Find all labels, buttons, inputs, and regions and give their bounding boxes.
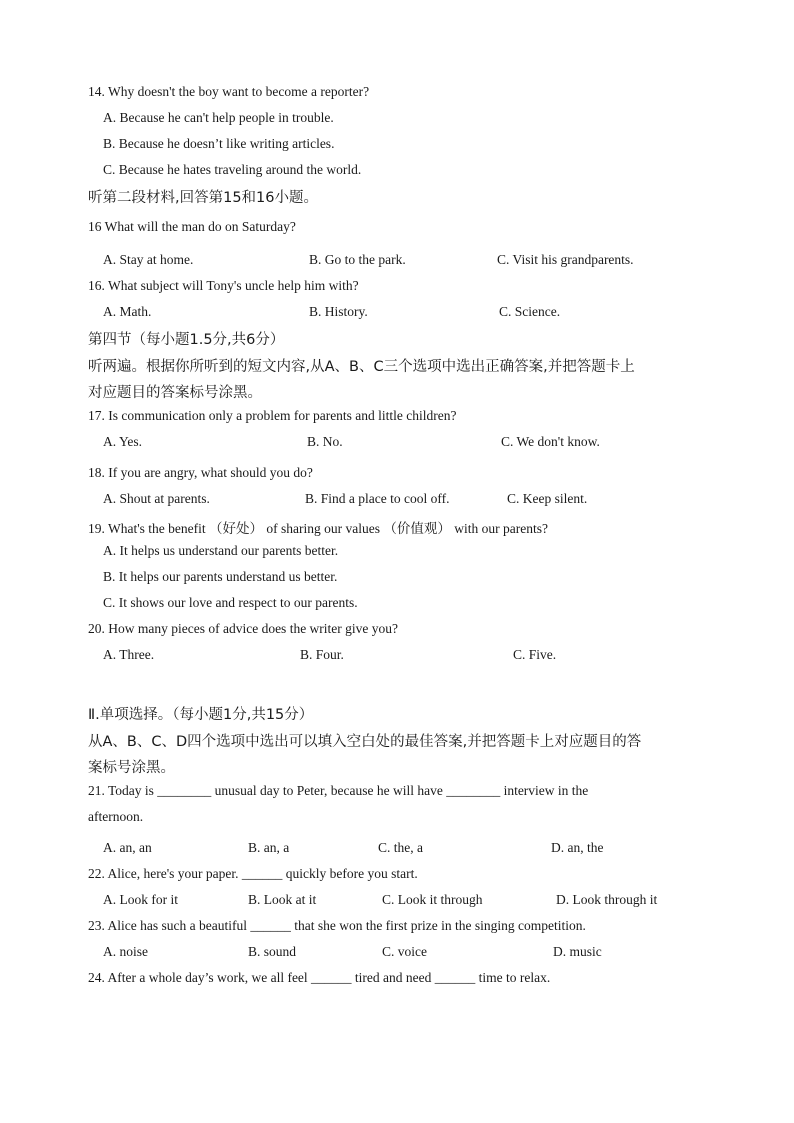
question-23-option-c: C. voice <box>382 944 427 959</box>
question-14-option-b: B. Because he doesn’t like writing articles. <box>103 136 335 151</box>
question-19-option-a: A. It helps us understand our parents better. <box>103 543 339 558</box>
question-16-option-b: B. History. <box>309 304 368 319</box>
question-22-option-b: B. Look at it <box>248 892 317 907</box>
question-21-option-a: A. an, an <box>103 840 152 855</box>
part-4-heading: 第四节（每小题1.5分,共6分） <box>88 332 285 348</box>
question-21-stem-line-2: afternoon. <box>88 809 144 824</box>
question-23-option-a: A. noise <box>103 944 148 959</box>
question-15-option-b: B. Go to the park. <box>309 252 406 267</box>
question-14-option-a: A. Because he can't help people in trouble. <box>103 110 334 125</box>
part-2-heading: Ⅱ.单项选择。（每小题1分,共15分） <box>88 707 314 723</box>
question-23-stem: 23. Alice has such a beautiful ______ that she won the first prize in the singing competition. <box>88 918 586 933</box>
question-21-option-c: C. the, a <box>378 840 423 855</box>
question-23-option-b: B. sound <box>248 944 297 959</box>
question-14-option-c: C. Because he hates traveling around the world. <box>103 162 362 177</box>
question-22-option-a: A. Look for it <box>103 892 178 907</box>
question-16-option-a: A. Math. <box>103 304 152 319</box>
question-21-option-d: D. an, the <box>551 840 604 855</box>
question-17-option-c: C. We don't know. <box>501 434 600 449</box>
question-20-option-c: C. Five. <box>513 647 557 662</box>
section-2-instruction: 听第二段材料,回答第15和16小题。 <box>88 190 319 206</box>
question-22-stem: 22. Alice, here's your paper. ______ quickly before you start. <box>88 866 418 881</box>
question-19-option-c: C. It shows our love and respect to our parents. <box>103 595 358 610</box>
question-20-option-a: A. Three. <box>103 647 155 662</box>
question-15-option-c: C. Visit his grandparents. <box>497 252 634 267</box>
question-19-option-b: B. It helps our parents understand us better. <box>103 569 338 584</box>
part-4-instruction-line-1: 听两遍。根据你所听到的短文内容,从A、B、C三个选项中选出正确答案,并把答题卡上 <box>88 359 635 375</box>
question-18-option-b: B. Find a place to cool off. <box>305 491 450 506</box>
question-18-option-a: A. Shout at parents. <box>103 491 210 506</box>
question-23-option-d: D. music <box>553 944 602 959</box>
question-17-stem: 17. Is communication only a problem for parents and little children? <box>88 408 457 423</box>
question-18-option-c: C. Keep silent. <box>507 491 588 506</box>
question-24-stem: 24. After a whole day’s work, we all feel ______ tired and need ______ time to relax. <box>88 970 551 985</box>
question-22-option-c: C. Look it through <box>382 892 483 907</box>
question-17-option-a: A. Yes. <box>103 434 143 449</box>
part-2-instruction-line-2: 案标号涂黑。 <box>88 760 175 776</box>
question-20-option-b: B. Four. <box>300 647 344 662</box>
part-4-instruction-line-2: 对应题目的答案标号涂黑。 <box>88 385 262 401</box>
question-18-stem: 18. If you are angry, what should you do? <box>88 465 313 480</box>
question-21-option-b: B. an, a <box>248 840 290 855</box>
question-16-option-c: C. Science. <box>499 304 561 319</box>
question-20-stem: 20. How many pieces of advice does the writer give you? <box>88 621 399 636</box>
question-21-stem-line-1: 21. Today is ________ unusual day to Peter, because he will have ________ interview in the <box>88 783 589 798</box>
question-15-stem: 16 What will the man do on Saturday? <box>88 219 296 234</box>
question-19-stem: 19. What's the benefit （好处） of sharing our values （价值观） with our parents? <box>88 521 548 536</box>
question-22-option-d: D. Look through it <box>556 892 658 907</box>
part-2-instruction-line-1: 从A、B、C、D四个选项中选出可以填入空白处的最佳答案,并把答题卡上对应题目的答 <box>88 734 642 750</box>
question-17-option-b: B. No. <box>307 434 343 449</box>
question-14-stem: 14. Why doesn't the boy want to become a reporter? <box>88 84 370 99</box>
question-16-stem: 16. What subject will Tony's uncle help him with? <box>88 278 359 293</box>
question-15-option-a: A. Stay at home. <box>103 252 194 267</box>
